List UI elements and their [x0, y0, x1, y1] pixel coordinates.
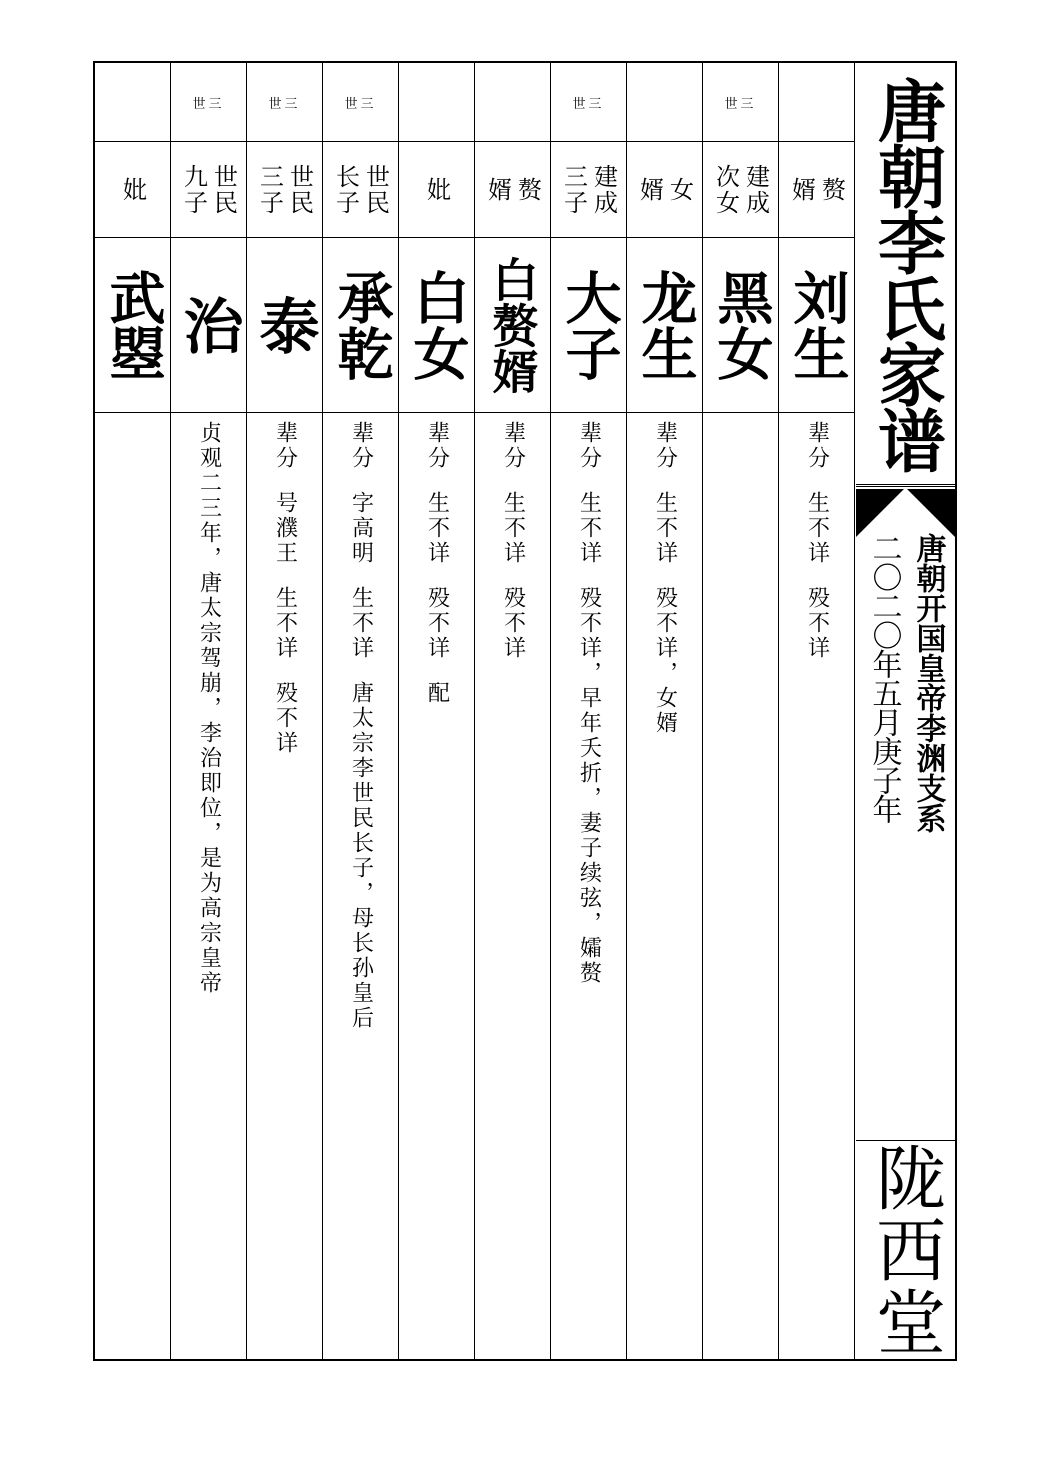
relation-text: 长子 [331, 163, 360, 216]
member-column [627, 63, 703, 1359]
name-cell [95, 238, 170, 413]
relation-cell [95, 142, 170, 238]
relation-text: 三子 [255, 163, 284, 216]
name-cell [171, 238, 246, 413]
member-detail: 辈分 号濮王 生不详 殁不详 [272, 421, 298, 756]
relation-text: 赘 [817, 176, 846, 203]
member-column [703, 63, 779, 1359]
member-detail: 辈分 字高明 生不详 唐太宗李世民长子，母长孙皇后 [348, 421, 374, 1031]
generation-label: 世三 [724, 96, 757, 112]
member-detail: 辈分 生不详 殁不详，女婿 [652, 421, 678, 736]
member-column [779, 63, 855, 1359]
name-cell [399, 238, 474, 413]
name-cell [779, 238, 854, 413]
generation-label: 世三 [268, 96, 301, 112]
member-detail: 辈分 生不详 殁不详 [500, 421, 526, 661]
detail-cell [399, 413, 474, 1359]
generation-label: 世三 [192, 96, 225, 112]
generation-cell [171, 63, 246, 142]
member-detail: 辈分 生不详 殁不详，早年夭折，妻子续弦，孀赘 [576, 421, 602, 986]
relation-cell [399, 142, 474, 238]
detail-cell [779, 413, 854, 1359]
relation-text: 妣 [422, 176, 451, 203]
member-detail: 辈分 生不详 殁不详 配 [424, 421, 450, 706]
title-panel [856, 63, 955, 1359]
relation-text: 女 [665, 176, 694, 203]
member-name: 大子 [556, 269, 622, 381]
relation-text: 世民 [285, 163, 314, 216]
hall-name: 陇西堂 [864, 1142, 947, 1358]
member-column [399, 63, 475, 1359]
member-name: 泰 [249, 295, 320, 355]
member-name: 龙生 [632, 269, 698, 381]
relation-text: 三子 [559, 163, 588, 216]
relation-text: 建成 [741, 163, 770, 216]
generation-cell [323, 63, 398, 142]
relation-cell [703, 142, 778, 238]
generation-cell [475, 63, 550, 142]
subtitle: 唐朝开国皇帝李渊支系 [910, 533, 946, 833]
generation-cell [247, 63, 322, 142]
relation-cell [551, 142, 626, 238]
relation-text: 世民 [209, 163, 238, 216]
relation-text: 婿 [483, 176, 512, 203]
member-column [247, 63, 323, 1359]
name-cell [627, 238, 702, 413]
member-name: 白赘婿 [485, 256, 540, 394]
name-cell [475, 238, 550, 413]
generation-cell [627, 63, 702, 142]
detail-cell [475, 413, 550, 1359]
relation-text: 九子 [179, 163, 208, 216]
hall-name-cell [856, 1140, 955, 1359]
relation-text: 建成 [589, 163, 618, 216]
relation-text: 世民 [361, 163, 390, 216]
member-name: 刘生 [784, 269, 850, 381]
genealogy-frame [93, 61, 957, 1361]
date-line: 二〇二〇年五月庚子年 [866, 533, 902, 823]
generation-cell [703, 63, 778, 142]
detail-cell [551, 413, 626, 1359]
relation-cell [475, 142, 550, 238]
member-column [323, 63, 399, 1359]
member-name: 白女 [404, 269, 470, 381]
relation-cell [323, 142, 398, 238]
detail-cell [323, 413, 398, 1359]
relation-text: 婿 [635, 176, 664, 203]
relation-text: 妣 [118, 176, 147, 203]
relation-cell [247, 142, 322, 238]
relation-text: 次女 [711, 163, 740, 216]
relation-text: 婿 [787, 176, 816, 203]
member-name: 治 [173, 295, 244, 355]
name-cell [247, 238, 322, 413]
relation-cell [171, 142, 246, 238]
name-cell [551, 238, 626, 413]
generation-label: 世三 [572, 96, 605, 112]
member-name: 承乾 [328, 269, 394, 381]
detail-cell [703, 413, 778, 1359]
name-cell [703, 238, 778, 413]
name-cell [323, 238, 398, 413]
generation-cell [551, 63, 626, 142]
detail-cell [247, 413, 322, 1359]
member-column [475, 63, 551, 1359]
member-column [171, 63, 247, 1359]
relation-cell [779, 142, 854, 238]
subtitle-block [856, 533, 955, 1133]
member-name: 黑女 [708, 269, 774, 381]
relation-cell [627, 142, 702, 238]
detail-cell [627, 413, 702, 1359]
generation-cell [779, 63, 854, 142]
member-column [95, 63, 171, 1359]
member-detail: 贞观二三年，唐太宗驾崩，李治即位，是为高宗皇帝 [196, 421, 222, 996]
detail-cell [171, 413, 246, 1359]
generation-cell [399, 63, 474, 142]
generation-cell [95, 63, 170, 142]
relation-text: 赘 [513, 176, 542, 203]
main-title-cell [856, 63, 955, 487]
member-detail: 辈分 生不详 殁不详 [804, 421, 830, 661]
member-column [551, 63, 627, 1359]
page-title: 唐朝李氏家谱 [866, 75, 946, 472]
member-name: 武曌 [100, 269, 166, 381]
detail-cell [95, 413, 170, 1359]
generation-label: 世三 [344, 96, 377, 112]
